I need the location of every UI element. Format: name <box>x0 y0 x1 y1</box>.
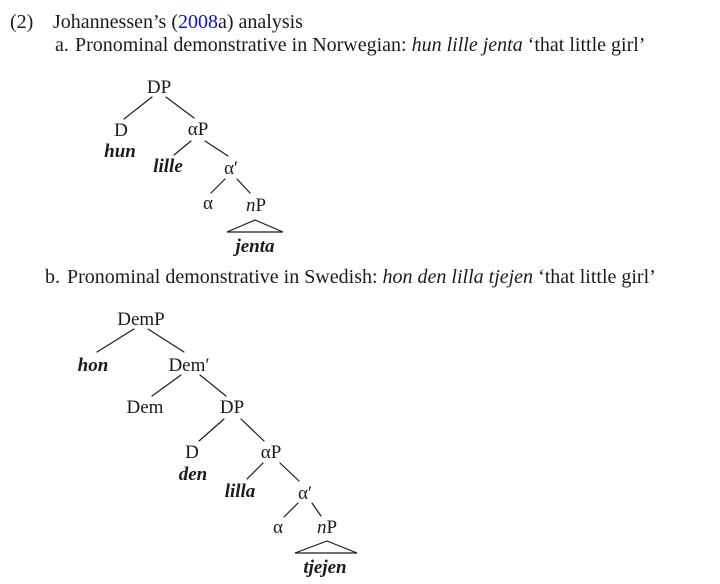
branch-line <box>247 463 263 479</box>
node-dp: DP <box>146 77 172 98</box>
node-alpha-bar: α′ <box>297 483 313 504</box>
terminal-hon: hon <box>77 355 109 376</box>
node-dp: DP <box>219 397 245 418</box>
item-a-gloss: ‘that little girl’ <box>527 34 646 56</box>
terminal-hun: hun <box>104 141 136 162</box>
node-np-p: P <box>326 517 338 538</box>
item-b-lead: Pronominal demonstrative in Swedish: <box>67 266 378 288</box>
branch-line <box>284 503 298 517</box>
item-b-gloss: ‘that little girl’ <box>538 266 656 288</box>
node-alpha-p: αP <box>187 119 209 140</box>
node-d: D <box>114 120 128 141</box>
item-a-lead: Pronominal demonstrative in Norwegian: <box>75 34 407 56</box>
branch-line <box>312 503 321 516</box>
item-b-text <box>67 265 656 289</box>
branch-line <box>205 141 228 156</box>
item-a-phrase: hun lille jenta <box>411 34 523 56</box>
roof-triangle <box>295 541 357 553</box>
example-title <box>53 10 303 34</box>
item-a-label: a. <box>55 34 69 56</box>
node-np <box>317 518 337 537</box>
item-a-text <box>75 33 645 57</box>
branch-line <box>124 97 152 119</box>
node-np-n: n <box>245 195 256 216</box>
node-np-p: P <box>255 195 267 216</box>
node-alpha-p: αP <box>260 442 282 463</box>
node-dem-bar: Dem′ <box>168 355 210 376</box>
roof-triangle <box>227 220 283 232</box>
branch-line <box>211 179 225 193</box>
citation-year-link[interactable]: 2008 <box>177 11 218 33</box>
terminal-den: den <box>178 464 208 485</box>
terminal-lille: lille <box>153 156 183 177</box>
node-dem: Dem <box>126 397 164 418</box>
terminal-tjejen: tjejen <box>303 557 347 578</box>
example-title-prefix: Johannessen’s ( <box>53 11 178 33</box>
branch-line <box>200 375 226 396</box>
terminal-jenta: jenta <box>235 236 275 257</box>
terminal-lilla: lilla <box>224 481 256 502</box>
example-number: (2) <box>10 11 34 33</box>
node-demp: DemP <box>117 309 165 330</box>
branch-line <box>166 97 194 118</box>
branch-line <box>241 419 264 441</box>
item-b-label: b. <box>45 266 60 288</box>
branch-line <box>280 463 299 481</box>
node-alpha: α <box>273 517 283 538</box>
branch-line <box>174 141 191 155</box>
item-b-phrase: hon den lilla tjejen <box>382 266 534 288</box>
node-np-n: n <box>316 517 327 538</box>
node-np <box>246 196 266 215</box>
branch-line <box>237 179 250 193</box>
branch-line <box>152 375 181 396</box>
branch-line <box>199 419 224 441</box>
node-d: D <box>185 442 199 463</box>
branch-line <box>97 329 134 352</box>
node-alpha-bar: α′ <box>223 158 239 179</box>
branch-line <box>148 329 184 352</box>
node-alpha: α <box>203 193 213 214</box>
example-title-suffix: a) analysis <box>217 11 303 33</box>
